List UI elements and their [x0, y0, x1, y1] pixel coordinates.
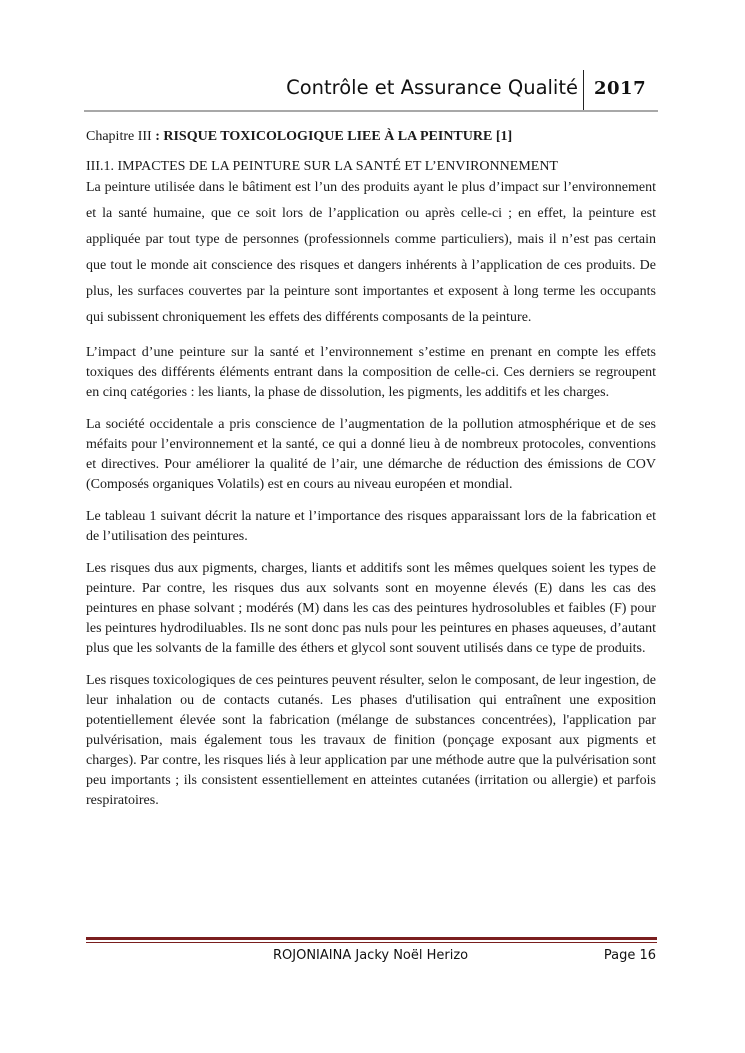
paragraph-4: Le tableau 1 suivant décrit la nature et l’importance des risques apparaissant lors de la fabrication et de l’utilisation des peintures.: [86, 509, 656, 544]
footer-rule-thick: [86, 937, 657, 940]
paragraph-2: L’impact d’une peinture sur la santé et l’environnement s’estime en prenant en compte les effets toxiques des différents éléments entrant dans la composition de celle-ci. Ces derniers se regroupent en cinq catégories : les liants, la phase de dissolution, les pigments, les additifs et les charges.: [86, 345, 656, 400]
paragraph-1: La peinture utilisée dans le bâtiment est l’un des produits ayant le plus d’impact sur l’environnement et la santé humaine, que ce soit lors de l’application ou après celle-ci ; en effet, la peinture est appliquée par tout type de personnes (professionnels comme particuliers), mais il n’est pas certain que tout le monde ait conscience des risques et dangers inhérents à l’application de ces produits. De plus, les surfaces couvertes par la peinture sont importantes et exposent à long terme les occupants qui subissent chroniquement les effets des différents composants de la peinture.: [86, 180, 656, 325]
paragraph-5: Les risques dus aux pigments, charges, liants et additifs sont les mêmes quelques soient les types de peinture. Par contre, les risques dus aux solvants sont en moyenne élevés (E) dans les cas des peintures en phase solvant ; modérés (M) dans les cas des peintures hydrosolubles et faibles (F) pour les peintures hydrodiluables. Ils ne sont donc pas nuls pour les peintures en phases aqueuses, d’autant plus que les solvants de la famille des éthers et glycol sont souvent utilisés dans ce type de produits.: [86, 561, 656, 656]
footer-page-number: Page 16: [603, 948, 656, 963]
header-year: 2017: [594, 78, 647, 99]
footer-author: ROJONIAINA Jacky Noël Herizo: [273, 948, 469, 963]
chapter-prefix: Chapitre III: [86, 129, 156, 144]
page-body: [86, 128, 656, 811]
header-title: Contrôle et Assurance Qualité: [286, 76, 578, 99]
paragraph-6: Les risques toxicologiques de ces peintures peuvent résulter, selon le composant, de leur ingestion, de leur inhalation ou de contacts cutanés. Les phases d'utilisation qui entraînent une exposition potentiellement élevée sont la fabrication (mélange de substances concentrées), l'application par pulvérisation, mais également tous les travaux de finition (ponçage exposant aux pigments et charges). Par contre, les risques liés à leur application par une méthode autre que la pulvérisation sont peu importants ; ils consistent essentiellement en atteintes cutanées (irritation ou allergie) et parfois respiratoires.: [86, 673, 656, 808]
header-separator: [583, 70, 584, 110]
footer-rule-thin: [86, 942, 657, 943]
chapter-heading: [86, 128, 656, 146]
section-heading: III.1. IMPACTES DE LA PEINTURE SUR LA SANTÉ ET L’ENVIRONNEMENT: [86, 159, 558, 174]
header-rule: [84, 110, 658, 112]
page-header: [84, 70, 658, 110]
paragraph-3: La société occidentale a pris conscience de l’augmentation de la pollution atmosphérique et de ses méfaits pour l’environnement et la santé, ce qui a donné lieu à de nombreux protocoles, conventions et directives. Pour améliorer la qualité de l’air, une démarche de réduction des émissions de COV (Composés organiques Volatils) est en cours au niveau européen et mondial.: [86, 417, 656, 492]
chapter-title: : RISQUE TOXICOLOGIQUE LIEE À LA PEINTURE [1]: [155, 129, 513, 144]
